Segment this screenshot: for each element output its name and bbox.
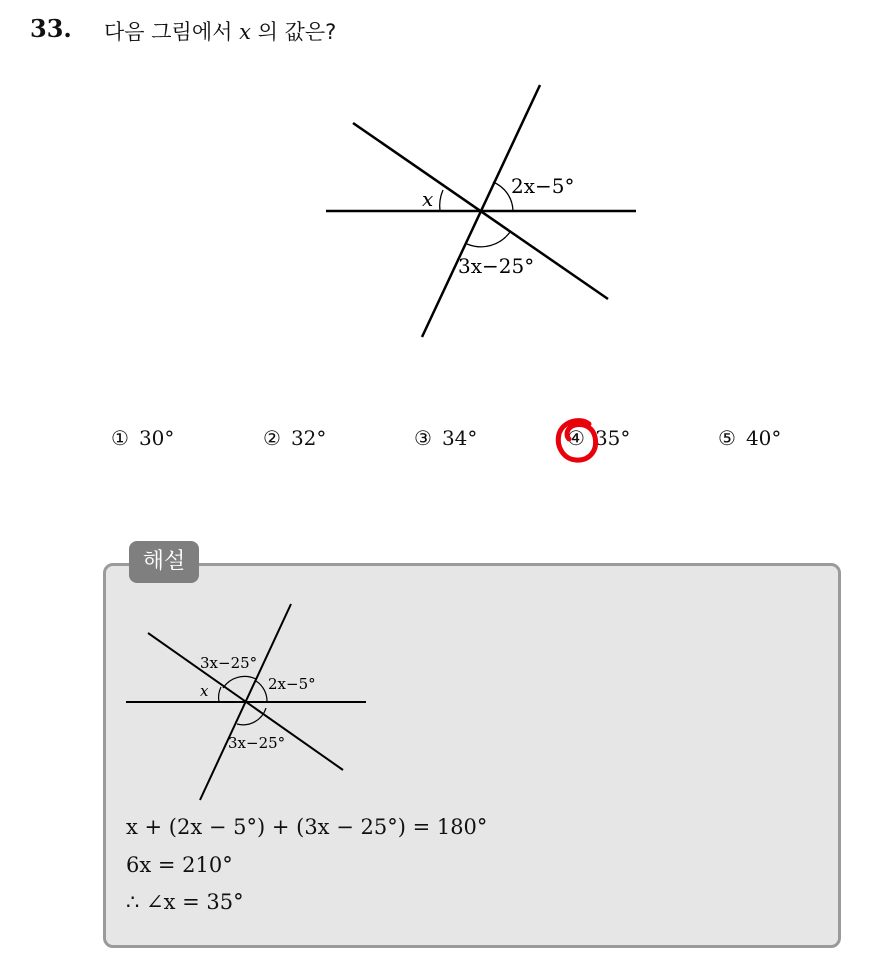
- label-angle-x: x: [422, 187, 434, 211]
- choice-2-value: 32°: [290, 426, 327, 450]
- answer-choices: [0, 426, 884, 466]
- choice-2-number: ②: [263, 426, 281, 450]
- arc-bottom: [467, 232, 510, 247]
- arc-x: [440, 190, 443, 211]
- solution-figure: [118, 598, 373, 808]
- solution-label-bottom: 3x−25°: [228, 734, 286, 752]
- question-number: 33.: [30, 14, 72, 43]
- question-text-after: 의 값은?: [250, 20, 337, 44]
- choice-5[interactable]: [718, 426, 781, 450]
- solution-arc-x: [219, 687, 221, 702]
- question-text: [104, 16, 336, 46]
- choice-2[interactable]: [263, 426, 326, 450]
- arc-top: [493, 182, 513, 211]
- choice-4-value: 35°: [594, 426, 631, 450]
- solution-line-2: 6x = 210°: [126, 853, 233, 877]
- solution-label-top-left: 3x−25°: [200, 654, 258, 672]
- question-variable: x: [239, 20, 251, 44]
- solution-label-x: x: [200, 682, 209, 700]
- choice-1-value: 30°: [138, 426, 175, 450]
- choice-3-number: ③: [414, 426, 432, 450]
- solution-label-right: 2x−5°: [268, 675, 316, 693]
- answer-circle-mark: [553, 415, 603, 467]
- label-angle-top: 2x−5°: [511, 174, 575, 198]
- solution-line-1: x + (2x − 5°) + (3x − 25°) = 180°: [126, 815, 488, 839]
- choice-1-number: ①: [111, 426, 129, 450]
- solution-line-3: ∴ ∠x = 35°: [126, 890, 244, 914]
- choice-5-value: 40°: [745, 426, 782, 450]
- solution-tab: 해설: [129, 541, 199, 583]
- angle-figure: [300, 75, 650, 350]
- choice-1[interactable]: [111, 426, 174, 450]
- choice-5-number: ⑤: [718, 426, 736, 450]
- choice-4-number: ④: [567, 426, 585, 450]
- solution-arc-top-left: [223, 676, 256, 688]
- choice-3[interactable]: [414, 426, 477, 450]
- question-text-before: 다음 그림에서: [104, 20, 240, 44]
- choice-3-value: 34°: [441, 426, 478, 450]
- label-angle-bottom: 3x−25°: [458, 254, 535, 278]
- solution-arc-right: [256, 681, 267, 702]
